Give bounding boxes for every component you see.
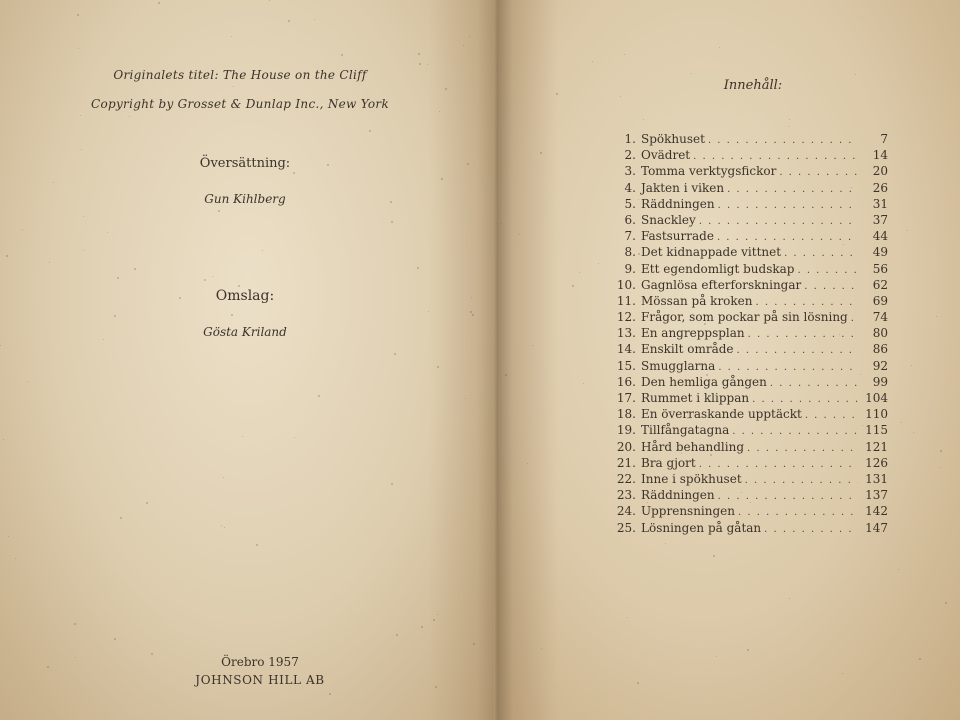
paper-speck <box>419 63 421 65</box>
right-page <box>498 0 960 720</box>
toc-entry-leader <box>718 198 858 214</box>
toc-entry-page: 31 <box>872 196 888 211</box>
toc-entry-number: 14. <box>616 342 636 357</box>
toc-entry-title: Räddningen <box>641 488 715 503</box>
paper-speck <box>49 262 50 263</box>
paper-speck <box>741 492 742 493</box>
paper-speck <box>77 14 79 16</box>
toc-entry-page: 56 <box>872 261 888 276</box>
toc-entry-leader <box>804 279 858 295</box>
toc-entry-title: Enskilt område <box>641 342 734 357</box>
toc-entry-title: Upprensningen <box>641 504 736 519</box>
paper-speck <box>223 477 224 478</box>
paper-speck <box>527 463 528 464</box>
paper-speck <box>224 527 225 528</box>
paper-speck <box>556 93 558 95</box>
paper-speck <box>327 164 329 166</box>
paper-speck <box>579 272 580 273</box>
paper-speck <box>532 345 533 346</box>
toc-entry-leader <box>737 343 858 359</box>
paper-speck <box>643 119 644 120</box>
toc-entry-leader <box>708 133 858 149</box>
paper-speck <box>719 47 720 48</box>
paper-speck <box>242 436 243 437</box>
paper-speck <box>53 182 54 183</box>
toc-entry-title: Lösningen på gåtan <box>641 520 762 535</box>
toc-entry-page: 137 <box>865 488 888 503</box>
paper-speck <box>435 686 437 688</box>
paper-speck <box>212 276 213 277</box>
toc-entry-title: Rummet i klippan <box>641 391 750 405</box>
paper-speck <box>136 104 137 105</box>
paper-speck <box>901 422 902 423</box>
paper-speck <box>583 383 584 384</box>
toc-entry-number: 21. <box>616 455 636 470</box>
toc-entry-title: Mössan på kroken <box>641 293 753 308</box>
toc-entry <box>606 131 888 147</box>
paper-speck <box>704 323 706 325</box>
paper-speck <box>3 439 4 440</box>
toc-entry <box>606 180 888 196</box>
paper-speck <box>665 543 666 544</box>
paper-speck <box>505 374 507 376</box>
paper-speck <box>103 339 104 340</box>
paper-speck <box>473 643 475 645</box>
paper-speck <box>78 48 79 49</box>
toc-entry <box>606 487 888 503</box>
toc-entry <box>606 439 888 455</box>
paper-speck <box>862 425 863 426</box>
paper-speck <box>428 311 429 312</box>
paper-speck <box>114 315 116 317</box>
toc-entry-number: 6. <box>624 212 636 227</box>
paper-speck <box>427 64 428 65</box>
paper-speck <box>541 648 542 649</box>
toc-entry <box>606 325 888 341</box>
toc-entry-leader <box>747 441 858 457</box>
toc-entry-title: Smugglarna <box>641 358 716 373</box>
toc-entry <box>606 309 888 325</box>
toc-entry-page: 110 <box>865 407 888 422</box>
toc-entry-number: 17. <box>616 391 636 405</box>
toc-entry-page: 115 <box>865 423 888 438</box>
paper-speck <box>688 227 689 228</box>
toc-entry-number: 20. <box>616 439 636 454</box>
paper-speck <box>788 126 789 127</box>
toc-entry-title: Spökhuset <box>641 132 705 146</box>
toc-entry-number: 10. <box>616 277 636 292</box>
paper-speck <box>0 345 1 346</box>
toc-entry-page: 104 <box>865 391 888 405</box>
paper-speck <box>439 111 440 112</box>
toc-entry-number: 22. <box>616 471 636 486</box>
paper-speck <box>390 201 392 203</box>
toc-entry-leader <box>732 424 858 440</box>
paper-speck <box>842 673 843 674</box>
toc-entry-leader <box>770 376 858 392</box>
paper-speck <box>417 267 419 269</box>
paper-speck <box>945 602 947 604</box>
toc-entry-number: 9. <box>624 261 636 276</box>
toc-entry-page: 62 <box>872 277 888 292</box>
toc-entry-number: 12. <box>616 310 636 325</box>
paper-speck <box>940 450 942 452</box>
paper-speck <box>369 130 371 132</box>
toc-entry <box>606 293 888 309</box>
paper-speck <box>701 239 703 241</box>
paper-speck <box>467 163 469 165</box>
paper-speck <box>83 216 84 217</box>
toc-entry-number: 15. <box>616 358 636 373</box>
toc-entry-leader <box>718 489 858 505</box>
paper-speck <box>80 115 81 116</box>
toc-entry-page: 26 <box>872 180 888 195</box>
copyright-line: Copyright by Grosset & Dunlap Inc., New York <box>90 97 390 111</box>
paper-speck <box>470 311 472 313</box>
paper-speck <box>8 536 9 537</box>
toc-entry <box>606 358 888 374</box>
toc-entry-number: 5. <box>624 196 636 211</box>
paper-speck <box>540 152 542 154</box>
paper-speck <box>107 232 108 233</box>
paper-speck <box>288 20 290 22</box>
toc-entry-number: 11. <box>616 293 636 308</box>
paper-speck <box>851 187 852 188</box>
toc-entry-leader <box>748 327 858 343</box>
paper-speck <box>117 277 119 279</box>
toc-entry-page: 69 <box>872 293 888 308</box>
toc-entry-page: 14 <box>872 148 888 163</box>
toc-entry-page: 74 <box>872 310 888 325</box>
paper-speck <box>700 189 702 191</box>
paper-speck <box>256 544 258 546</box>
original-title-line: Originalets titel: The House on the Cliff <box>113 68 367 82</box>
paper-speck <box>22 229 23 230</box>
toc-entry-leader <box>699 214 858 230</box>
toc-entry <box>606 455 888 471</box>
toc-entry-title: En överraskande upptäckt <box>641 407 802 422</box>
toc-heading: Innehåll: <box>723 78 783 93</box>
paper-speck <box>231 36 232 37</box>
paper-speck <box>394 353 396 355</box>
toc-entry-page: 121 <box>865 439 888 454</box>
paper-speck <box>6 255 8 257</box>
paper-speck <box>27 381 28 382</box>
paper-speck <box>441 178 443 180</box>
toc-entry-title: Inne i spökhuset <box>641 471 742 486</box>
paper-speck <box>855 74 856 75</box>
toc-entry <box>606 520 888 536</box>
paper-speck <box>146 502 148 504</box>
toc-entry-page: 44 <box>872 229 888 244</box>
imprint-city-year: Örebro 1957 <box>221 655 299 669</box>
toc-entry <box>606 406 888 422</box>
toc-entry-number: 19. <box>616 423 636 438</box>
toc-entry-number: 4. <box>624 180 636 195</box>
paper-speck <box>637 682 639 684</box>
translator-name: Gun Kihlberg <box>204 192 286 206</box>
paper-speck <box>716 656 717 657</box>
toc-entry <box>606 390 888 406</box>
toc-entry-number: 25. <box>616 520 636 535</box>
paper-speck <box>919 658 921 660</box>
paper-speck <box>465 398 466 399</box>
paper-speck <box>391 221 393 223</box>
toc-entry <box>606 277 888 293</box>
paper-speck <box>421 626 423 628</box>
paper-speck <box>687 417 689 419</box>
paper-speck <box>898 569 899 570</box>
paper-speck <box>151 653 153 655</box>
cover-artist-name: Gösta Kriland <box>203 325 287 339</box>
toc-entry <box>606 261 888 277</box>
paper-speck <box>860 374 861 375</box>
toc-entry-number: 16. <box>616 374 636 389</box>
cover-label: Omslag: <box>215 288 275 304</box>
paper-speck <box>114 638 116 640</box>
toc-entry-page: 37 <box>872 212 888 227</box>
paper-speck <box>647 502 648 503</box>
paper-speck <box>681 453 682 454</box>
toc-entry-leader <box>797 263 858 279</box>
paper-speck <box>233 86 234 87</box>
paper-speck <box>750 502 751 503</box>
paper-speck <box>463 45 464 46</box>
toc-entry-leader <box>851 311 858 327</box>
paper-speck <box>713 555 715 557</box>
paper-speck <box>437 614 438 615</box>
toc-entry-page: 7 <box>880 132 888 146</box>
paper-speck <box>134 268 136 270</box>
toc-entry-title: Bra gjort <box>641 455 696 470</box>
paper-speck <box>747 649 749 651</box>
toc-entry-page: 131 <box>865 471 888 486</box>
paper-speck <box>314 19 315 20</box>
toc-entry-title: Frågor, som pockar på sin lösning <box>641 310 848 325</box>
paper-speck <box>501 223 502 224</box>
paper-speck <box>691 73 692 74</box>
toc-entry <box>606 341 888 357</box>
toc-entry-number: 1. <box>624 132 636 146</box>
toc-entry-page: 49 <box>872 245 888 260</box>
paper-speck <box>129 116 130 117</box>
toc-entry-number: 24. <box>616 504 636 519</box>
paper-speck <box>81 149 82 150</box>
toc-entry-leader <box>779 165 858 181</box>
toc-entry-page: 86 <box>872 342 888 357</box>
paper-speck <box>262 250 263 251</box>
toc-entry-title: Jakten i viken <box>641 180 725 195</box>
paper-speck <box>638 253 640 255</box>
toc-entry-page: 92 <box>872 358 888 373</box>
paper-speck <box>318 395 320 397</box>
paper-speck <box>789 119 790 120</box>
translation-label: Översättning: <box>199 156 291 171</box>
toc-entry-title: Den hemliga gången <box>641 374 767 389</box>
paper-speck <box>47 666 49 668</box>
paper-speck <box>218 210 220 212</box>
toc-entry-title: Snackley <box>641 212 696 227</box>
paper-speck <box>592 61 593 62</box>
toc-entry-title: Gagnlösa efterforskningar <box>641 277 802 292</box>
toc-entry <box>606 503 888 519</box>
paper-speck <box>471 297 472 298</box>
paper-speck <box>329 693 331 695</box>
paper-speck <box>789 598 790 599</box>
paper-speck <box>418 53 420 55</box>
toc-entry-page: 20 <box>872 164 888 179</box>
paper-speck <box>638 199 639 200</box>
paper-speck <box>294 437 295 438</box>
toc-entry <box>606 471 888 487</box>
toc-entry-page: 99 <box>872 374 888 389</box>
toc-entry-leader <box>805 408 858 424</box>
paper-speck <box>341 54 343 56</box>
paper-speck <box>15 558 16 559</box>
paper-speck <box>598 263 599 264</box>
paper-speck <box>940 467 941 468</box>
toc-entry-number: 18. <box>616 407 636 422</box>
paper-speck <box>469 36 470 37</box>
toc-entry-title: Det kidnappade vittnet <box>641 245 782 260</box>
paper-speck <box>221 525 222 526</box>
paper-speck <box>204 279 206 281</box>
paper-speck <box>627 617 628 618</box>
paper-speck <box>269 0 270 1</box>
toc-entry-number: 3. <box>624 164 636 179</box>
toc-entry-title: Hård behandling <box>641 439 745 454</box>
paper-speck <box>620 96 621 97</box>
paper-speck <box>907 230 908 231</box>
toc-entry-number: 7. <box>624 229 636 244</box>
paper-speck <box>84 250 85 251</box>
paper-speck <box>706 374 708 376</box>
paper-speck <box>734 249 735 250</box>
toc-entry-number: 2. <box>624 148 636 163</box>
toc-entry-number: 23. <box>616 488 636 503</box>
toc-entry-page: 142 <box>865 504 888 519</box>
toc-entry-title: Fastsurrade <box>641 229 714 244</box>
paper-speck <box>843 244 844 245</box>
toc-entry <box>606 196 888 212</box>
toc-entry <box>606 147 888 163</box>
toc-entry-title: Tillfångatagna <box>641 423 730 438</box>
paper-speck <box>519 234 520 235</box>
paper-speck <box>913 432 914 433</box>
toc-entry-page: 147 <box>865 520 888 535</box>
paper-speck <box>936 316 937 317</box>
toc-entry-leader <box>745 473 858 489</box>
paper-speck <box>437 366 439 368</box>
paper-speck <box>472 314 474 316</box>
paper-speck <box>710 454 712 456</box>
toc-entry-title: Räddningen <box>641 196 715 211</box>
toc-entry <box>606 228 888 244</box>
toc-entry <box>606 374 888 390</box>
imprint-publisher: JOHNSON HILL AB <box>195 673 325 687</box>
paper-speck <box>120 517 122 519</box>
toc-entry <box>606 212 888 228</box>
paper-speck <box>293 172 295 174</box>
paper-speck <box>433 619 435 621</box>
paper-speck <box>75 657 76 658</box>
toc-entry-title: En angreppsplan <box>641 326 745 341</box>
toc-entry-leader <box>764 522 858 538</box>
paper-speck <box>911 365 912 366</box>
paper-speck <box>839 334 840 335</box>
toc-entry-title: Ett egendomligt budskap <box>641 261 795 276</box>
paper-speck <box>396 634 398 636</box>
toc-entry-leader <box>727 182 858 198</box>
paper-speck <box>74 623 76 625</box>
toc-entry-number: 13. <box>616 326 636 341</box>
paper-speck <box>445 88 447 90</box>
table-of-contents <box>606 131 888 536</box>
paper-speck <box>624 54 625 55</box>
toc-entry-page: 80 <box>872 326 888 341</box>
paper-speck <box>179 297 181 299</box>
toc-entry <box>606 244 888 260</box>
paper-speck <box>231 314 233 316</box>
paper-speck <box>820 313 821 314</box>
toc-entry-number: 8. <box>624 245 636 260</box>
toc-entry <box>606 163 888 179</box>
paper-speck <box>627 348 628 349</box>
toc-entry-page: 126 <box>865 455 888 470</box>
toc-entry <box>606 422 888 438</box>
paper-speck <box>572 285 574 287</box>
toc-entry-title: Ovädret <box>641 148 691 163</box>
paper-speck <box>158 2 160 4</box>
toc-entry-title: Tomma verktygsfickor <box>641 164 777 179</box>
paper-speck <box>391 483 393 485</box>
paper-speck <box>238 285 240 287</box>
